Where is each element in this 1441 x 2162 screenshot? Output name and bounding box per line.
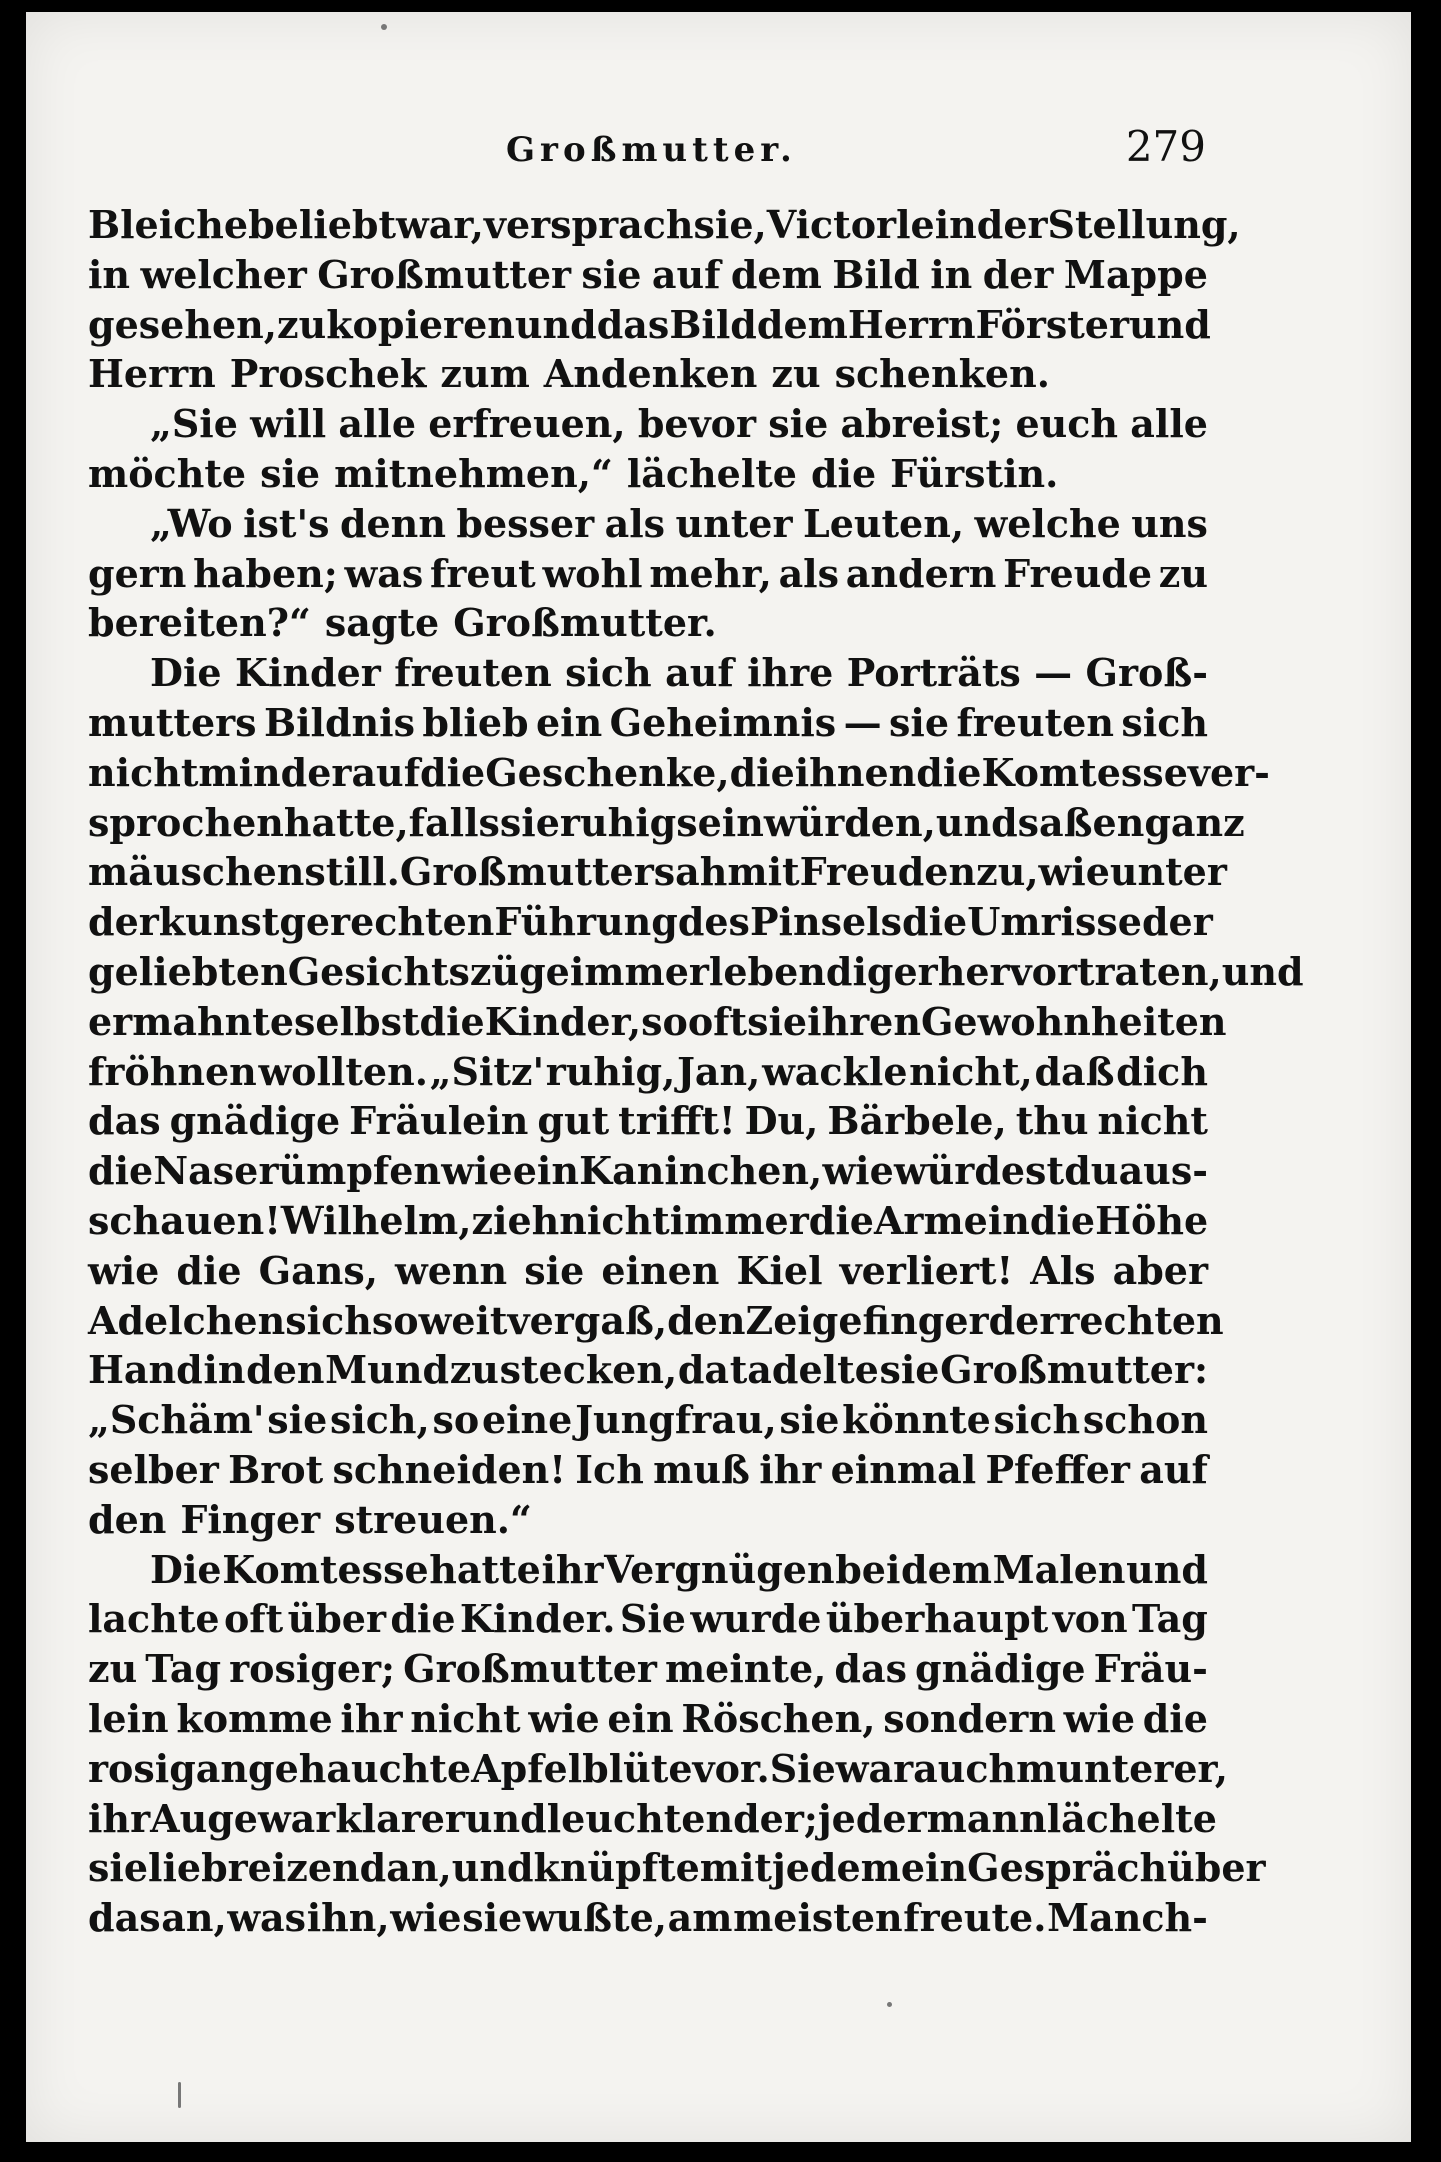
running-head: Großmutter.: [506, 130, 797, 170]
text-line: das an, was ihn, wie sie wußte, am meisten freute. Manch-: [88, 1895, 1208, 1941]
text-line: ermahnte selbst die Kinder, so oft sie ihren Gewohnheiten: [88, 998, 1227, 1044]
text-line: „Schäm' sie sich, so eine Jungfrau, sie könnte sich schon: [88, 1397, 1208, 1443]
text-line: Hand in den Mund zu stecken, da tadelte sie Großmutter:: [88, 1347, 1208, 1393]
text-line: mutters Bildnis blieb ein Geheimnis — sie freuten sich: [88, 699, 1208, 745]
book-page: [26, 12, 1411, 2142]
text-line: Adelchen sich so weit vergaß, den Zeigefinger der rechten: [88, 1297, 1224, 1343]
text-line: fröhnen wollten. „Sitz' ruhig, Jan, wackle nicht, daß dich: [88, 1048, 1208, 1094]
text-line: gern haben; was freut wohl mehr, als andern Freude zu: [88, 550, 1208, 596]
text-line: zu Tag rosiger; Großmutter meinte, das gnädige Fräu-: [88, 1646, 1208, 1692]
text-line: selber Brot schneiden! Ich muß ihr einmal Pfeffer auf: [88, 1446, 1208, 1492]
text-line: sie liebreizend an, und knüpfte mit jedem ein Gespräch über: [88, 1845, 1266, 1891]
text-line: Bleiche beliebt war, versprach sie, Victorle in der Stellung,: [88, 202, 1241, 247]
text-line: sprochen hatte, falls sie ruhig sein würden, und saßen ganz: [88, 799, 1245, 845]
paper-speck: [178, 2082, 181, 2108]
paper-speck: [887, 2002, 892, 2007]
page-number: 279: [1125, 122, 1206, 171]
text-line: in welcher Großmutter sie auf dem Bild in der Mappe: [88, 251, 1208, 297]
text-line: Die Komtesse hatte ihr Vergnügen bei dem Malen und: [150, 1546, 1208, 1592]
text-line: „Sie will alle erfreuen, bevor sie abreist; euch alle: [150, 401, 1208, 447]
text-line: bereiten?“ sagte Großmutter.: [88, 600, 717, 646]
text-line: die Nase rümpfen wie ein Kaninchen, wie würdest du aus-: [88, 1148, 1208, 1194]
text-line: „Wo ist's denn besser als unter Leuten, welche uns: [150, 500, 1208, 546]
text-line: Herrn Proschek zum Andenken zu schenken.: [88, 351, 1050, 397]
text-line: nicht minder auf die Geschenke, die ihnen die Komtesse ver-: [88, 749, 1270, 795]
text-line: den Finger streuen.“: [88, 1496, 532, 1542]
text-line: geliebten Gesichtszüge immer lebendiger hervortraten, und: [88, 948, 1304, 994]
paper-speck: [381, 24, 387, 30]
text-line: schauen! Wilhelm, zieh nicht immer die Arme in die Höhe: [88, 1197, 1209, 1243]
text-line: ihr Auge war klarer und leuchtender; jedermann lächelte: [88, 1795, 1217, 1841]
text-line: lachte oft über die Kinder. Sie wurde überhaupt von Tag: [88, 1596, 1208, 1642]
page-header: [86, 116, 1206, 176]
text-line: wie die Gans, wenn sie einen Kiel verliert! Als aber: [88, 1247, 1208, 1293]
text-line: gesehen, zu kopieren und das Bild dem Herrn Förster und: [88, 301, 1211, 347]
text-line: Die Kinder freuten sich auf ihre Porträts — Groß-: [150, 650, 1208, 696]
text-line: das gnädige Fräulein gut trifft! Du, Bärbele, thu nicht: [88, 1098, 1208, 1144]
body-text: [88, 200, 1304, 1943]
text-line: rosig angehauchte Apfelblüte vor. Sie war auch munterer,: [88, 1745, 1229, 1791]
text-line: lein komme ihr nicht wie ein Röschen, sondern wie die: [88, 1695, 1208, 1741]
text-line: mäuschenstill. Großmutter sah mit Freuden zu, wie unter: [88, 849, 1227, 895]
text-line: der kunstgerechten Führung des Pinsels die Umrisse der: [88, 899, 1213, 945]
text-line: möchte sie mitnehmen,“ lächelte die Fürstin.: [88, 450, 1059, 496]
